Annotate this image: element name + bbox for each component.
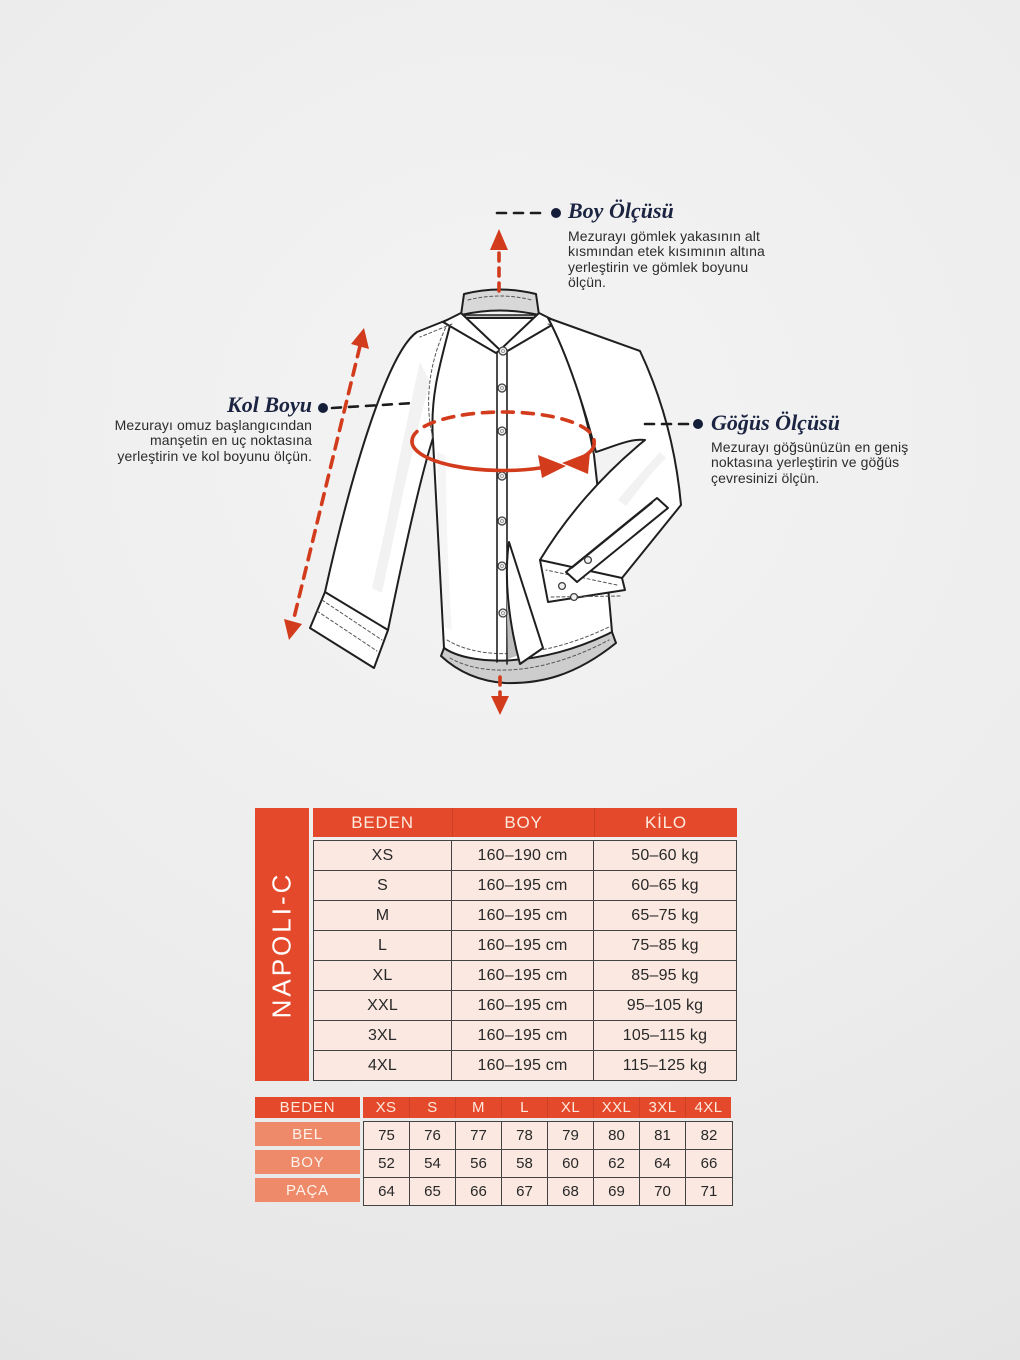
size-table-cell: 115–125 kg <box>594 1051 736 1080</box>
size-table-cell: 65–75 kg <box>594 901 736 930</box>
measure-table-row <box>364 1178 732 1205</box>
size-table-cell: 75–85 kg <box>594 931 736 960</box>
length-measure-title: Boy Ölçüsü <box>568 198 674 223</box>
measure-table-cell: 76 <box>410 1122 456 1149</box>
size-table-cell: 50–60 kg <box>594 841 736 870</box>
description-line: çevresinizi ölçün. <box>711 469 820 486</box>
boy-connector <box>497 208 561 218</box>
description-line: Mezurayı omuz başlangıcından <box>114 417 312 433</box>
size-table-row <box>314 991 736 1021</box>
size-table-cell: 160–195 cm <box>452 901 594 930</box>
measure-table-size-header-cell: L <box>501 1097 547 1118</box>
chest-measure-title: Göğüs Ölçüsü <box>711 410 840 435</box>
size-table-body <box>313 840 737 1081</box>
description-line: yerleştirin ve gömlek boyunu <box>568 258 749 275</box>
measure-table-row-label: BEL <box>255 1122 360 1146</box>
size-table-cell: 160–195 cm <box>452 1021 594 1050</box>
measure-table-cell: 79 <box>548 1122 594 1149</box>
size-table-cell: 3XL <box>314 1021 452 1050</box>
measure-table-corner-cell: BEDEN <box>255 1097 360 1118</box>
description-line: Mezurayı göğsünüzün en geniş <box>711 439 909 455</box>
chest-measure-description <box>711 440 951 486</box>
shirt-illustration <box>310 290 681 684</box>
size-table-row <box>314 841 736 871</box>
size-table-header-cell: KİLO <box>594 808 737 837</box>
size-table-header-cell: BEDEN <box>313 808 452 837</box>
measure-table-cell: 60 <box>548 1150 594 1177</box>
measure-table-cell: 65 <box>410 1178 456 1205</box>
size-table-header-row <box>313 808 737 837</box>
size-table-cell: 160–190 cm <box>452 841 594 870</box>
measure-table-cell: 82 <box>686 1122 732 1149</box>
sleeve-measure-description <box>70 418 312 464</box>
size-table-row <box>314 1051 736 1080</box>
measure-table-size-header-cell: XS <box>363 1097 409 1118</box>
measure-table-cell: 77 <box>456 1122 502 1149</box>
measure-table-size-header-row <box>363 1097 733 1118</box>
measure-table-cell: 78 <box>502 1122 548 1149</box>
description-line: ölçün. <box>568 274 606 291</box>
size-table-cell: S <box>314 871 452 900</box>
size-table-cell: 160–195 cm <box>452 931 594 960</box>
measure-table-cell: 81 <box>640 1122 686 1149</box>
description-line: noktasına yerleştirin ve göğüs <box>711 454 900 471</box>
size-table-cell: L <box>314 931 452 960</box>
measure-table-row <box>364 1122 732 1150</box>
size-table-cell: M <box>314 901 452 930</box>
measure-table-cell: 66 <box>686 1150 732 1177</box>
measure-table-body <box>363 1121 733 1206</box>
measure-table-labels <box>255 1097 360 1206</box>
size-table-row <box>314 901 736 931</box>
length-measure-description <box>568 229 798 291</box>
description-line: Mezurayı gömlek yakasının alt <box>568 228 760 244</box>
size-table-row <box>314 961 736 991</box>
measure-table-cell: 69 <box>594 1178 640 1205</box>
size-table-cell: 160–195 cm <box>452 871 594 900</box>
length-arrow-up <box>490 229 508 291</box>
measure-table-cell: 71 <box>686 1178 732 1205</box>
measure-table-size-header-cell: M <box>455 1097 501 1118</box>
measure-table-cell: 64 <box>364 1178 410 1205</box>
measure-table-row <box>364 1150 732 1178</box>
measure-table-size-header-cell: 3XL <box>639 1097 685 1118</box>
size-table-row <box>314 871 736 901</box>
description-line: yerleştirin ve kol boyunu ölçün. <box>117 447 312 464</box>
measure-table-size-header-cell: 4XL <box>685 1097 731 1118</box>
measure-table-row-label: PAÇA <box>255 1178 360 1202</box>
measure-table-size-header-cell: XL <box>547 1097 593 1118</box>
size-table-cell: XL <box>314 961 452 990</box>
measure-table-cell: 67 <box>502 1178 548 1205</box>
measure-table-cell: 66 <box>456 1178 502 1205</box>
sleeve-measure-title: Kol Boyu <box>227 392 312 417</box>
description-line: kısmından etek kısımının altına <box>568 243 765 260</box>
measure-table-cell: 75 <box>364 1122 410 1149</box>
size-table-cell: 95–105 kg <box>594 991 736 1020</box>
size-table-cell: 160–195 cm <box>452 961 594 990</box>
size-table-cell: 4XL <box>314 1051 452 1080</box>
size-table-cell: 160–195 cm <box>452 1051 594 1080</box>
measure-table-cell: 58 <box>502 1150 548 1177</box>
measure-table-size-header-cell: S <box>409 1097 455 1118</box>
measure-table-cell: 64 <box>640 1150 686 1177</box>
description-line: manşetin en uç noktasına <box>150 432 312 449</box>
size-table-header-cell: BOY <box>452 808 594 837</box>
body-measurements-table <box>255 1097 733 1206</box>
size-table-row <box>314 931 736 961</box>
measure-table-cell: 80 <box>594 1122 640 1149</box>
product-name-text: NAPOLI-C <box>266 871 297 1018</box>
size-table-cell: XS <box>314 841 452 870</box>
measure-table-size-header-cell: XXL <box>593 1097 639 1118</box>
size-table-cell: 85–95 kg <box>594 961 736 990</box>
measure-table-row-label: BOY <box>255 1150 360 1174</box>
measure-table-cell: 70 <box>640 1178 686 1205</box>
size-table-cell: 160–195 cm <box>452 991 594 1020</box>
size-table-row <box>314 1021 736 1051</box>
product-name-label <box>255 808 309 1081</box>
size-table-cell: XXL <box>314 991 452 1020</box>
measure-table-cell: 54 <box>410 1150 456 1177</box>
height-weight-size-table <box>255 808 737 1081</box>
measure-table-cell: 62 <box>594 1150 640 1177</box>
measure-table-cell: 68 <box>548 1178 594 1205</box>
size-table-cell: 60–65 kg <box>594 871 736 900</box>
measure-table-cell: 52 <box>364 1150 410 1177</box>
size-table-cell: 105–115 kg <box>594 1021 736 1050</box>
measure-table-cell: 56 <box>456 1150 502 1177</box>
measure-table-grid <box>363 1097 733 1206</box>
